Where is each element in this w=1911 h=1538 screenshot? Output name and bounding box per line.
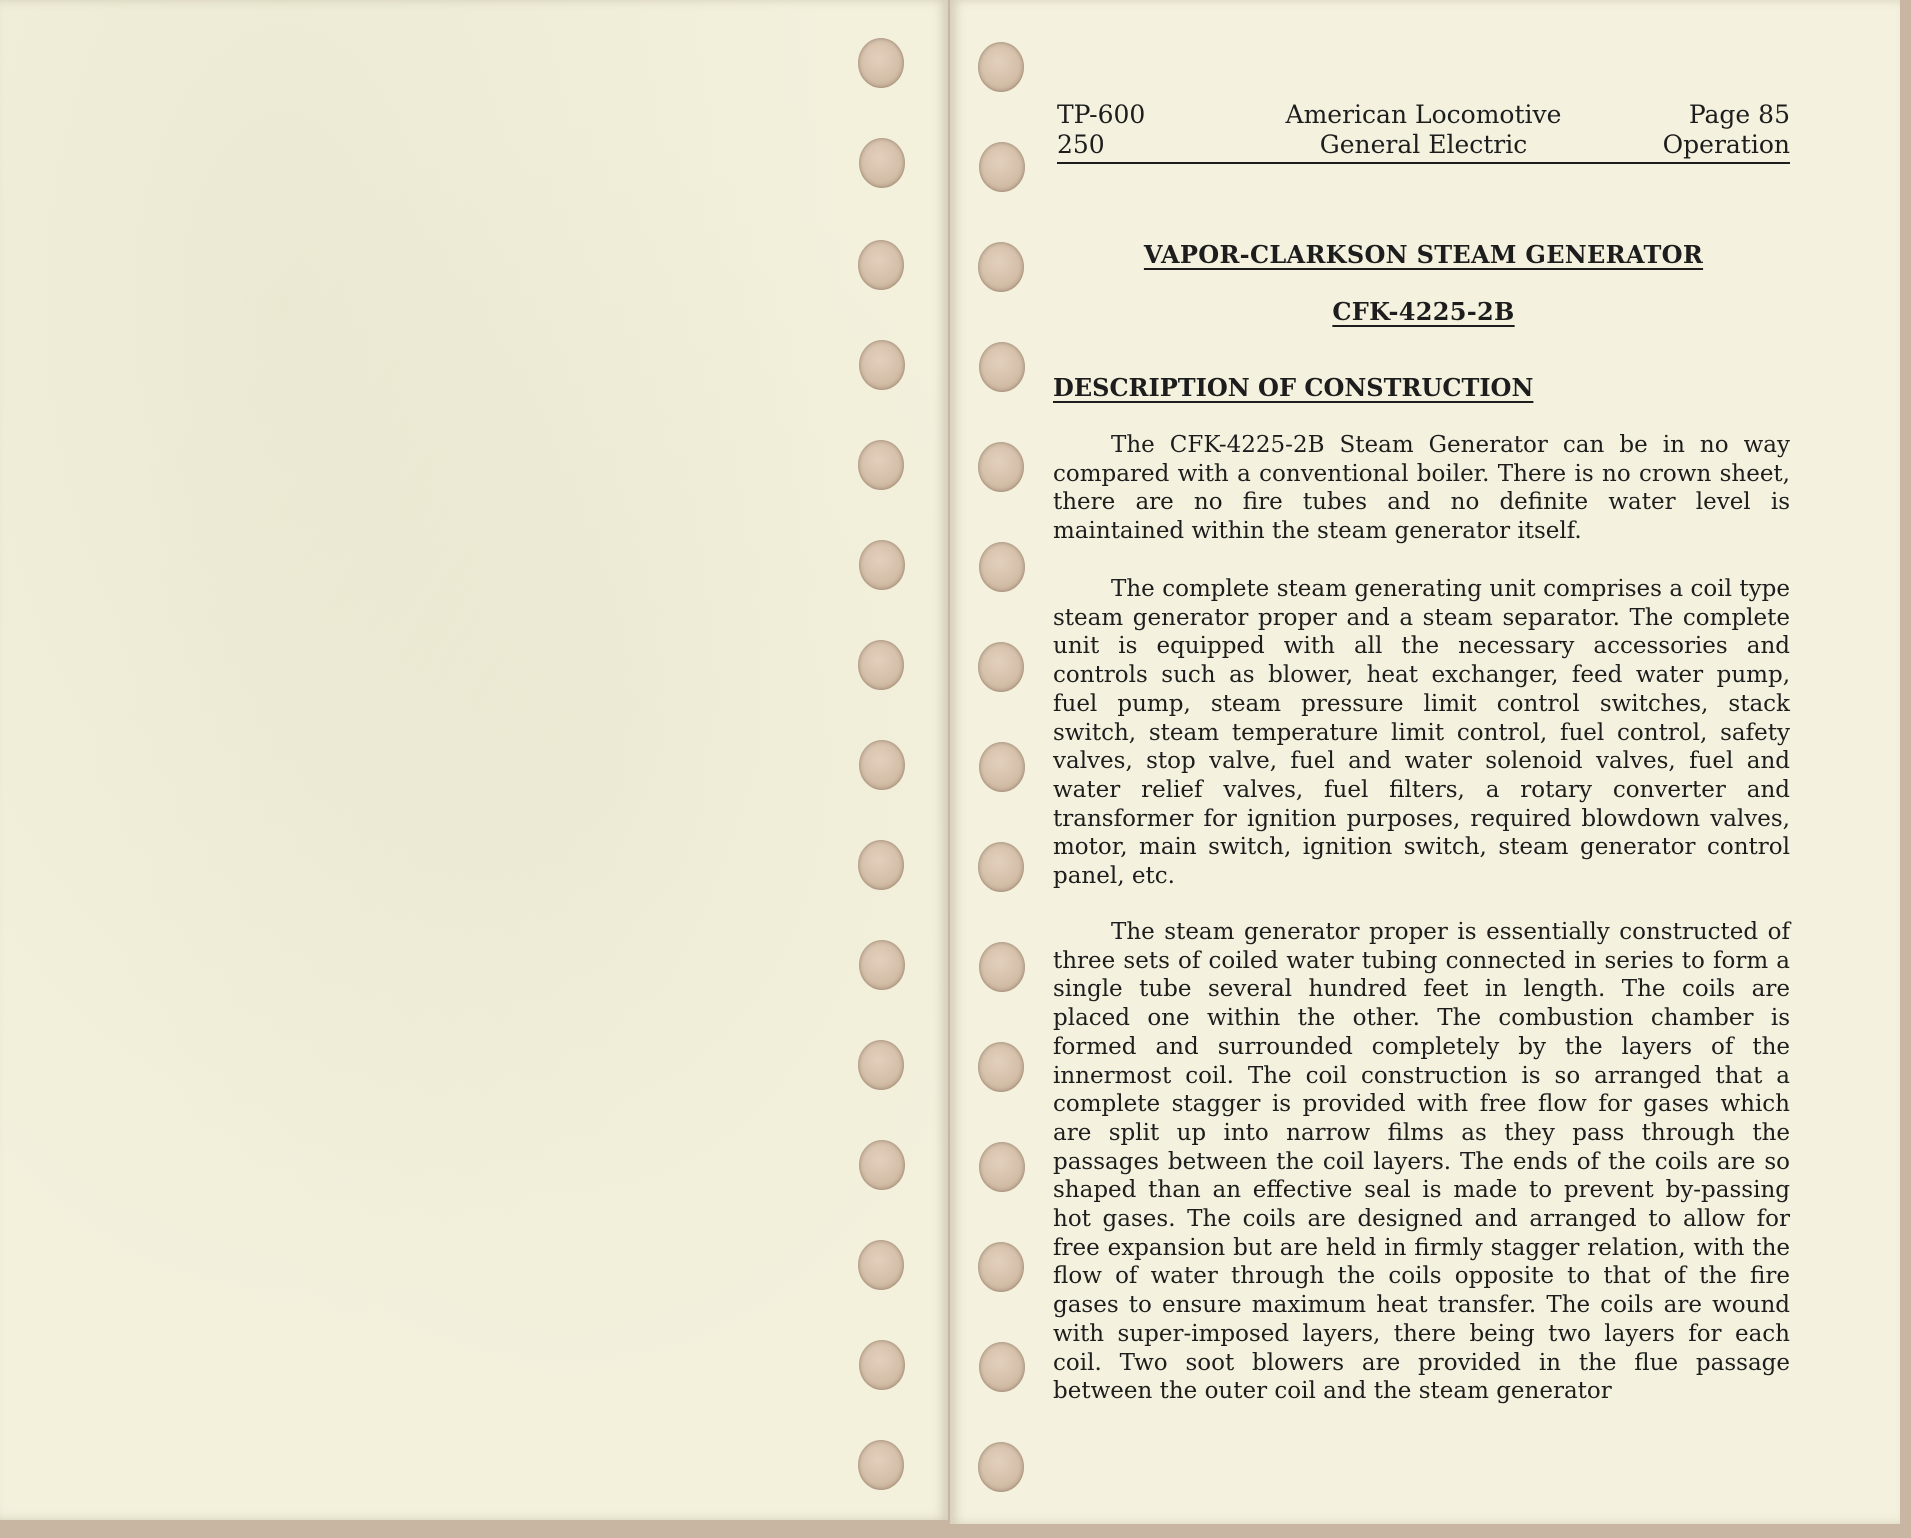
binding-hole	[979, 1342, 1025, 1392]
binding-hole	[979, 1142, 1025, 1192]
binding-hole	[859, 1140, 905, 1190]
binding-hole	[859, 340, 905, 390]
page-number: Page 85	[1688, 100, 1790, 129]
paragraph-3: The steam generator proper is essentially constructed of three sets of coiled water tubing connected in series to form a single tube several hundred feet in length. The coils are placed one within the other. The combustion chamber is formed and surrounded completely by the layers of the innermost coil. The coil construction is so arranged that a complete stagger is provided with free flow for gases which are split up into narrow films as they pass through the passages between the coil layers. The ends of the coils are so shaped than an effective seal is made to prevent by-passing hot gases. The coils are designed and arranged to allow for free expansion but are held in firmly stagger relation, with the flow of water through the coils opposite to that of the fire gases to ensure maximum heat transfer. The coils are wound with super-imposed layers, there being two layers for each coil. Two soot blowers are provided in the flue passage between the outer coil and the steam generator	[1053, 919, 1790, 1405]
binding-hole	[978, 1242, 1024, 1292]
binding-hole	[979, 142, 1025, 192]
binding-hole	[858, 1240, 904, 1290]
paragraph-2: The complete steam generating unit comprises a coil type steam generator proper and a steam separator. The complete unit is equipped with all the necessary accessories and controls such as blower, heat exchanger, feed water pump, fuel pump, steam pressure limit control switches, stack switch, steam temperature limit control, fuel control, safety valves, stop valve, fuel and water solenoid valves, fuel and water relief valves, fuel filters, a rotary converter and transformer for ignition purposes, required blowdown valves, motor, main switch, ignition switch, steam generator control panel, etc.	[1053, 576, 1790, 890]
binding-hole	[859, 138, 905, 188]
binding-hole	[859, 740, 905, 790]
binding-hole	[979, 342, 1025, 392]
header-right	[1663, 100, 1790, 160]
binding-hole	[978, 242, 1024, 292]
binding-hole	[859, 1340, 905, 1390]
section-heading: DESCRIPTION OF CONSTRUCTION	[1053, 373, 1534, 402]
model-text: CFK-4225-2B	[1332, 297, 1515, 326]
binding-hole	[858, 840, 904, 890]
binding-hole	[978, 442, 1024, 492]
binding-hole	[859, 940, 905, 990]
company-line1: American Locomotive	[1285, 100, 1562, 129]
left-page	[0, 0, 948, 1520]
company-line2: General Electric	[1319, 130, 1528, 159]
binding-hole	[858, 440, 904, 490]
section-label: Operation	[1662, 130, 1790, 159]
binding-hole	[859, 540, 905, 590]
binding-hole	[858, 38, 904, 88]
binding-hole	[978, 42, 1024, 92]
binding-hole	[979, 542, 1025, 592]
title-text: VAPOR-CLARKSON STEAM GENERATOR	[1143, 240, 1704, 269]
binding-hole	[858, 640, 904, 690]
doc-code: TP-600	[1057, 100, 1146, 129]
binding-hole	[978, 1442, 1024, 1492]
page-header	[1057, 100, 1790, 164]
doc-number: 250	[1057, 130, 1105, 159]
binding-hole	[978, 842, 1024, 892]
binding-hole	[979, 742, 1025, 792]
binding-hole	[858, 1440, 904, 1490]
model-title	[1057, 297, 1790, 326]
binding-hole	[858, 240, 904, 290]
binding-hole	[979, 942, 1025, 992]
show-through	[0, 0, 948, 1520]
binding-hole	[858, 1040, 904, 1090]
binding-hole	[978, 1042, 1024, 1092]
paragraph-1: The CFK-4225-2B Steam Generator can be in no way compared with a conventional boiler. There is no crown sheet, there are no fire tubes and no definite water level is maintained within the steam generator itself.	[1053, 432, 1790, 545]
binding-hole	[978, 642, 1024, 692]
document-title	[1057, 240, 1790, 269]
